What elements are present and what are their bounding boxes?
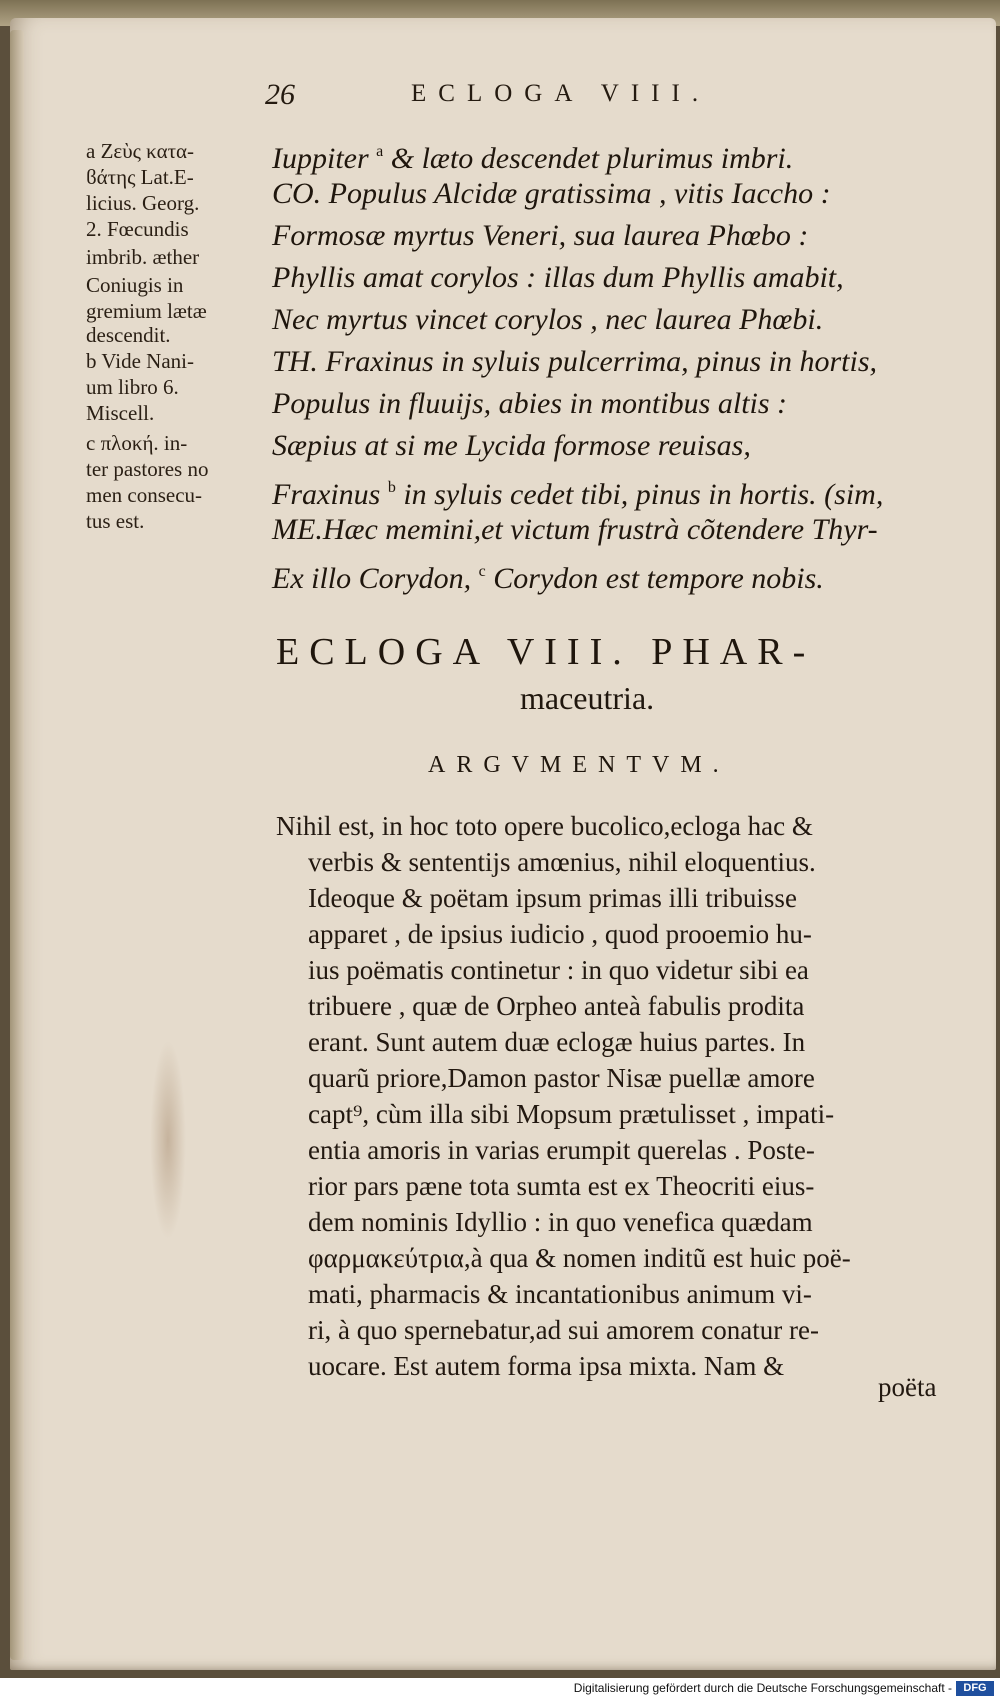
footnote-marker: c <box>478 563 486 580</box>
prose-line: mati, pharmacis & incantationibus animum vi- <box>308 1279 812 1309</box>
footnote-marker: a <box>376 143 384 160</box>
verse-line: Nec myrtus vincet corylos , nec laurea Phœbi. <box>272 303 824 336</box>
page-header <box>265 78 825 118</box>
prose-line: entia amoris in varias erumpit querelas . Poste- <box>308 1135 815 1165</box>
prose-line: φαρμακεύτρια,à qua & nomen inditũ est huic poë- <box>308 1243 851 1273</box>
prose-line: quarũ priore,Damon pastor Nisæ puellæ amore <box>308 1063 815 1093</box>
marginal-note-line: b Vide Nani- <box>86 349 194 373</box>
prose-line: ius poëmatis continetur : in quo videtur sibi ea <box>308 955 809 985</box>
catchword: poëta <box>878 1372 937 1402</box>
verse-line: CO. Populus Alcidæ gratissima , vitis Iaccho : <box>272 177 831 210</box>
verse-line: Phyllis amat corylos : illas dum Phyllis amabit, <box>272 261 844 294</box>
verse-line: Iuppiter $^a$ & læto descendet plurimus imbri. <box>272 142 794 175</box>
marginal-note-line: c πλοκή. in- <box>86 431 188 455</box>
marginal-note-line: a Ζεὺς κατα- <box>86 139 195 163</box>
prose-line: capt⁹, cùm illa sibi Mopsum prætulisset , impati- <box>308 1099 835 1129</box>
verse-line: Fraxinus $^b$ in syluis cedet tibi, pinus in hortis. (sim, <box>272 478 884 511</box>
marginal-note-line: descendit. <box>86 323 171 347</box>
running-head: ECLOGA VIII. <box>411 80 711 107</box>
verse-line: Ex illo Corydon, $^c$ Corydon est tempore nobis. <box>272 562 824 595</box>
marginal-note-line: ϐάτης Lat.E- <box>86 165 194 189</box>
verse-line: Populus in fluuijs, abies in montibus altis : <box>272 387 788 420</box>
prose-line: rior pars pæne tota sumta est ex Theocriti eius- <box>308 1171 815 1201</box>
verse-line: TH. Fraxinus in syluis pulcerrima, pinus in hortis, <box>272 345 878 378</box>
prose-line: verbis & sententijs amœnius, nihil eloquentius. <box>308 847 816 877</box>
marginal-note-line: 2. Fœcundis <box>86 217 189 241</box>
marginal-note-line: men consecu- <box>86 483 203 507</box>
prose-line: Ideoque & poëtam ipsum primas illi tribuisse <box>308 883 797 913</box>
marginal-note-line: um libro 6. <box>86 375 179 399</box>
eclogue-subtitle: maceutria. <box>520 680 655 716</box>
paper-stain <box>150 1040 186 1240</box>
marginal-note-line: tus est. <box>86 509 145 533</box>
prose-line: tribuere , quæ de Orpheo anteà fabulis prodita <box>308 991 805 1021</box>
marginal-note-line: imbrib. æther <box>86 245 200 269</box>
marginal-note-line: ter pastores no <box>86 457 209 481</box>
verse-line: Sæpius at si me Lycida formose reuisas, <box>272 429 751 462</box>
marginal-note-line: Miscell. <box>86 401 155 425</box>
prose-line: erant. Sunt autem duæ eclogæ huius partes. In <box>308 1027 806 1057</box>
page-gutter <box>10 30 24 1660</box>
footnote-marker: b <box>387 479 396 496</box>
prose-line: Nihil est, in hoc toto opere bucolico,ecloga hac & <box>276 811 813 841</box>
verse-line: ME.Hæc memini,et victum frustrà cõtendere Thyr- <box>272 513 878 546</box>
prose-line: dem nominis Idyllio : in quo venefica quædam <box>308 1207 813 1237</box>
eclogue-title: ECLOGA VIII. PHAR- <box>276 631 816 673</box>
marginal-note-line: Coniugis in <box>86 273 184 297</box>
prose-line: ri, à quo spernebatur,ad sui amorem conatur re- <box>308 1315 819 1345</box>
marginal-note-line: gremium lætæ <box>86 299 207 323</box>
prose-line: uocare. Est autem forma ipsa mixta. Nam & <box>308 1351 785 1381</box>
marginal-note-line: licius. Georg. <box>86 191 200 215</box>
digitization-footer <box>0 1678 1000 1701</box>
funding-credit: Digitalisierung gefördert durch die Deutsche Forschungsgemeinschaft - <box>573 1681 952 1695</box>
argument-heading: ARGVMENTVM. <box>428 752 730 778</box>
page-number: 26 <box>265 78 295 111</box>
verse-line: Formosæ myrtus Veneri, sua laurea Phœbo : <box>272 219 809 252</box>
prose-line: apparet , de ipsius iudicio , quod prooemio hu- <box>308 919 812 949</box>
dfg-logo[interactable]: DFG <box>956 1681 994 1696</box>
